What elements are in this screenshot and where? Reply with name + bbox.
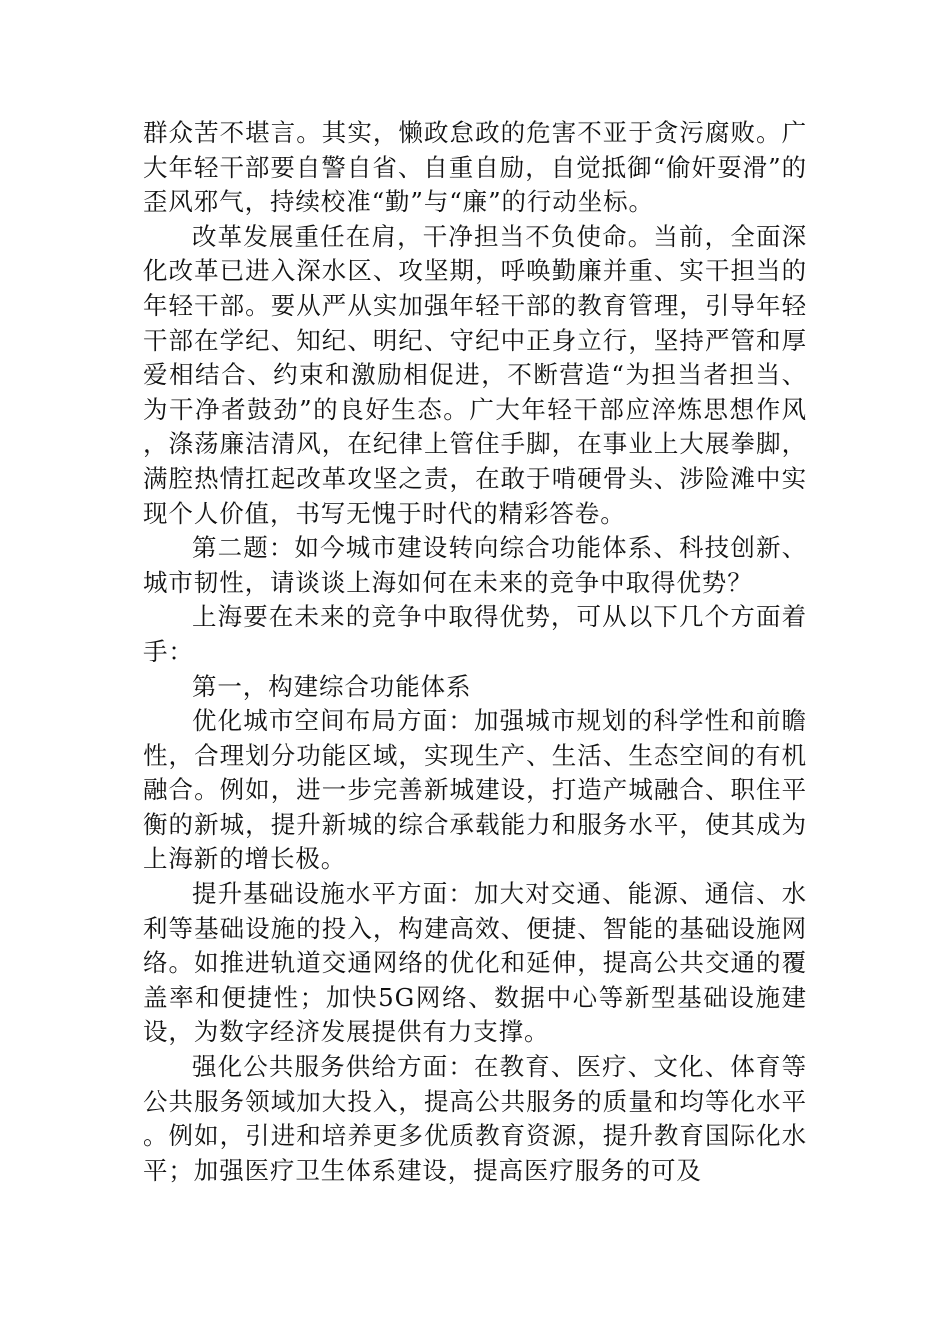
paragraph-urban-layout: 优化城市空间布局方面：加强城市规划的科学性和前瞻性，合理划分功能区域，实现生产、生活、生态空间的有机融合。例如，进一步完善新城建设，打造产城融合、职住平衡的新城，提升新城的综合承载能力和服务水平，使其成为上海新的增长极。 (143, 706, 807, 874)
paragraph-infrastructure: 提升基础设施水平方面：加大对交通、能源、通信、水利等基础设施的投入，构建高效、便捷、智能的基础设施网络。如推进轨道交通网络的优化和延伸，提高公共交通的覆盖率和便捷性；加快5G网络、数据中心等新型基础设施建设，为数字经济发展提供有力支撑。 (143, 879, 807, 1047)
paragraph-public-services: 强化公共服务供给方面：在教育、医疗、文化、体育等公共服务领域加大投入，提高公共服务的质量和均等化水平。例如，引进和培养更多优质教育资源，提升教育国际化水平；加强医疗卫生体系建设，提高医疗服务的可及 (143, 1052, 807, 1185)
paragraph-2: 改革发展重任在肩，干净担当不负使命。当前，全面深化改革已进入深水区、攻坚期，呼唤勤廉并重、实干担当的年轻干部。要从严从实加强年轻干部的教育管理，引导年轻干部在学纪、知纪、明纪、守纪中正身立行，坚持严管和厚爱相结合、约束和激励相促进，不断营造“为担当者担当、为干净者鼓劲”的良好生态。广大年轻干部应淬炼思想作风，涤荡廉洁清风，在纪律上管住手脚，在事业上大展拳脚，满腔热情扛起改革攻坚之责，在敢于啃硬骨头、涉险滩中实现个人价值，书写无愧于时代的精彩答卷。 (143, 221, 807, 528)
section-heading-first: 第一，构建综合功能体系 (192, 671, 472, 701)
question-two-paragraph: 第二题：如今城市建设转向综合功能体系、科技创新、城市韧性，请谈谈上海如何在未来的竞争中取得优势？ (143, 533, 807, 597)
document-body (143, 116, 807, 1188)
paragraph-1: 群众苦不堪言。其实，懒政怠政的危害不亚于贪污腐败。广大年轻干部要自警自省、自重自励，自觉抵御“偷奸耍滑”的歪风邪气，持续校准“勤”与“廉”的行动坐标。 (143, 118, 807, 217)
answer-intro-paragraph: 上海要在未来的竞争中取得优势，可从以下几个方面着手： (143, 602, 807, 666)
